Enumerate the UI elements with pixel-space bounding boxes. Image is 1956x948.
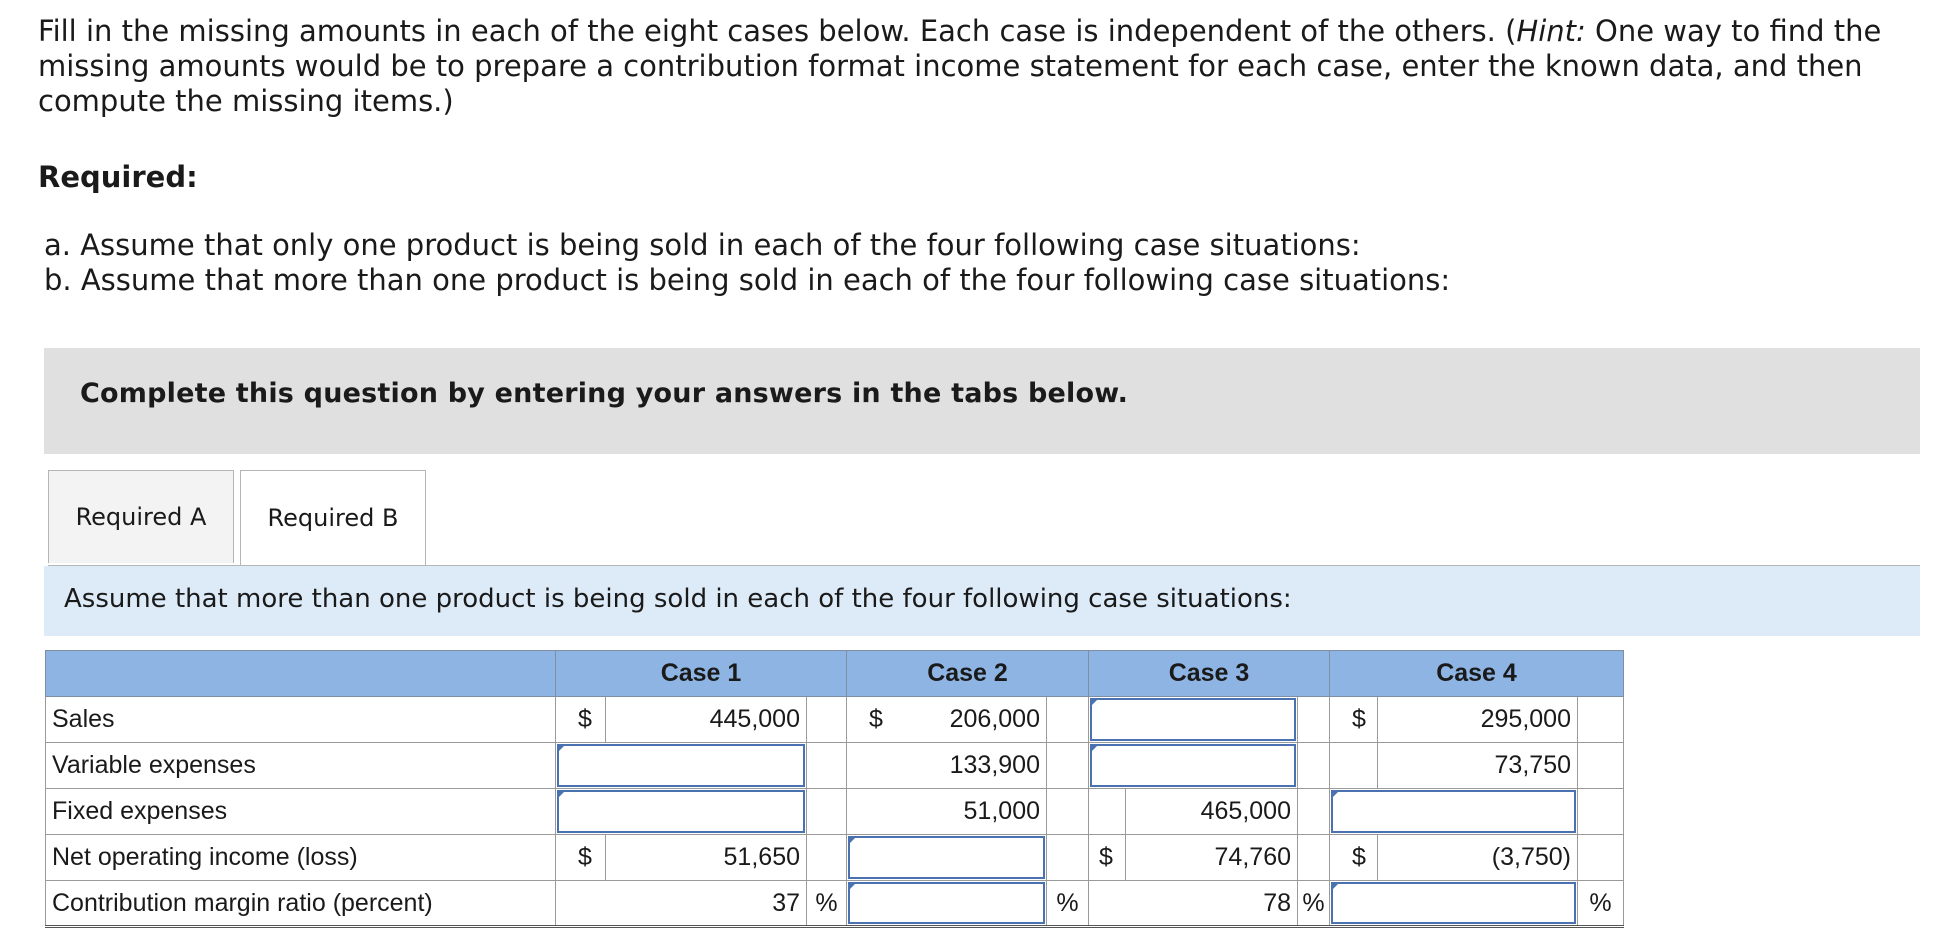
- case-4-sales: 295,000: [1378, 697, 1578, 743]
- case-1-sales: 445,000: [606, 697, 807, 743]
- case-2-variable-expenses: 133,900: [847, 743, 1047, 789]
- instruction-banner: [44, 348, 1920, 454]
- table-row-fixed-expenses: [46, 789, 1624, 835]
- case-1-fixed-expenses-input[interactable]: [556, 789, 807, 835]
- case-1-cm-ratio: 37: [556, 881, 807, 927]
- case-4-currency: $: [1330, 697, 1378, 743]
- case-4-variable-expenses: 73,750: [1378, 743, 1578, 789]
- table-row-contribution-margin-ratio: [46, 881, 1624, 927]
- intro-text-2: One way to find the missing amounts would be to prepare a contribution format income statement for each case, enter the known data, and then compute the missing items.): [38, 14, 1882, 118]
- case-3-sales-input[interactable]: [1089, 697, 1298, 743]
- case-1-variable-expenses-input[interactable]: [556, 743, 807, 789]
- header-case-1: Case 1: [556, 651, 847, 697]
- required-heading: Required:: [38, 160, 198, 194]
- row-label-contribution-margin-ratio: Contribution margin ratio (percent): [46, 881, 556, 927]
- case-1-net-operating-income: 51,650: [606, 835, 807, 881]
- case-3-variable-expenses-input[interactable]: [1089, 743, 1298, 789]
- tab-instruction: [44, 566, 1920, 636]
- case-1-spacer: [807, 697, 847, 743]
- case-2-spacer: [1047, 789, 1089, 835]
- banner-text: Complete this question by entering your answers in the tabs below.: [80, 378, 1129, 409]
- header-case-4: Case 4: [1330, 651, 1624, 697]
- case-1-variable-expenses-field[interactable]: [557, 744, 805, 787]
- case-1-currency: $: [556, 697, 606, 743]
- case-2-cm-ratio-input[interactable]: [847, 881, 1047, 927]
- table-row-variable-expenses: [46, 743, 1624, 789]
- requirements-list: [44, 228, 1450, 298]
- case-1-percent-sign: %: [807, 881, 847, 927]
- row-label-variable-expenses: Variable expenses: [46, 743, 556, 789]
- case-2-fixed-expenses: 51,000: [847, 789, 1047, 835]
- case-1-spacer: [807, 789, 847, 835]
- hint-label: Hint:: [1516, 14, 1586, 48]
- case-1-spacer: [807, 835, 847, 881]
- case-2-currency: $: [869, 705, 883, 733]
- header-case-2: Case 2: [847, 651, 1089, 697]
- requirement-a: a. Assume that only one product is being sold in each of the four following case situations:: [44, 228, 1361, 262]
- case-4-currency: $: [1330, 835, 1378, 881]
- table-header-row: [46, 651, 1624, 697]
- case-2-spacer: [1047, 697, 1089, 743]
- case-4-currency-blank: [1330, 743, 1378, 789]
- case-2-net-operating-income-input[interactable]: [847, 835, 1047, 881]
- case-2-net-operating-income-field[interactable]: [848, 836, 1045, 879]
- intro-text-1: Fill in the missing amounts in each of the eight cases below. Each case is independent of the others. (: [38, 14, 1517, 48]
- case-3-currency-blank: [1089, 789, 1126, 835]
- instruction-text: Assume that more than one product is being sold in each of the four following case situations:: [64, 584, 1292, 614]
- case-4-fixed-expenses-input[interactable]: [1330, 789, 1578, 835]
- row-label-net-operating-income: Net operating income (loss): [46, 835, 556, 881]
- case-1-currency: $: [556, 835, 606, 881]
- case-2-sales: [847, 697, 1047, 743]
- case-table: [45, 650, 1624, 928]
- case-3-cm-ratio: 78: [1089, 881, 1298, 927]
- case-3-net-operating-income: 74,760: [1126, 835, 1298, 881]
- table-row-sales: [46, 697, 1624, 743]
- case-3-sales-field[interactable]: [1090, 698, 1296, 741]
- requirement-b: b. Assume that more than one product is being sold in each of the four following case situations:: [44, 263, 1451, 297]
- case-4-net-operating-income: (3,750): [1378, 835, 1578, 881]
- case-3-spacer: [1298, 789, 1330, 835]
- header-case-3: Case 3: [1089, 651, 1330, 697]
- tab-bar: [48, 470, 1920, 566]
- case-3-spacer: [1298, 697, 1330, 743]
- row-label-sales: Sales: [46, 697, 556, 743]
- case-2-spacer: [1047, 743, 1089, 789]
- header-blank: [46, 651, 556, 697]
- case-4-spacer: [1578, 743, 1624, 789]
- case-3-fixed-expenses: 465,000: [1126, 789, 1298, 835]
- case-4-cm-ratio-field[interactable]: [1331, 882, 1576, 924]
- case-2-spacer: [1047, 835, 1089, 881]
- case-3-currency: $: [1089, 835, 1126, 881]
- case-3-percent-sign: %: [1298, 881, 1330, 927]
- case-4-cm-ratio-input[interactable]: [1330, 881, 1578, 927]
- row-label-fixed-expenses: Fixed expenses: [46, 789, 556, 835]
- case-3-spacer: [1298, 743, 1330, 789]
- case-4-fixed-expenses-field[interactable]: [1331, 790, 1576, 833]
- case-4-spacer: [1578, 789, 1624, 835]
- case-4-spacer: [1578, 835, 1624, 881]
- case-2-cm-ratio-field[interactable]: [848, 882, 1045, 924]
- question-intro: [38, 14, 1928, 119]
- case-1-spacer: [807, 743, 847, 789]
- case-2-percent-sign: %: [1047, 881, 1089, 927]
- case-3-spacer: [1298, 835, 1330, 881]
- tab-required-b[interactable]: Required B: [240, 470, 426, 565]
- case-2-sales-value: 206,000: [949, 705, 1040, 733]
- table-row-net-operating-income: [46, 835, 1624, 881]
- case-3-variable-expenses-field[interactable]: [1090, 744, 1296, 787]
- case-1-fixed-expenses-field[interactable]: [557, 790, 805, 833]
- case-4-percent-sign: %: [1578, 881, 1624, 927]
- tab-required-a[interactable]: Required A: [48, 470, 234, 563]
- case-4-spacer: [1578, 697, 1624, 743]
